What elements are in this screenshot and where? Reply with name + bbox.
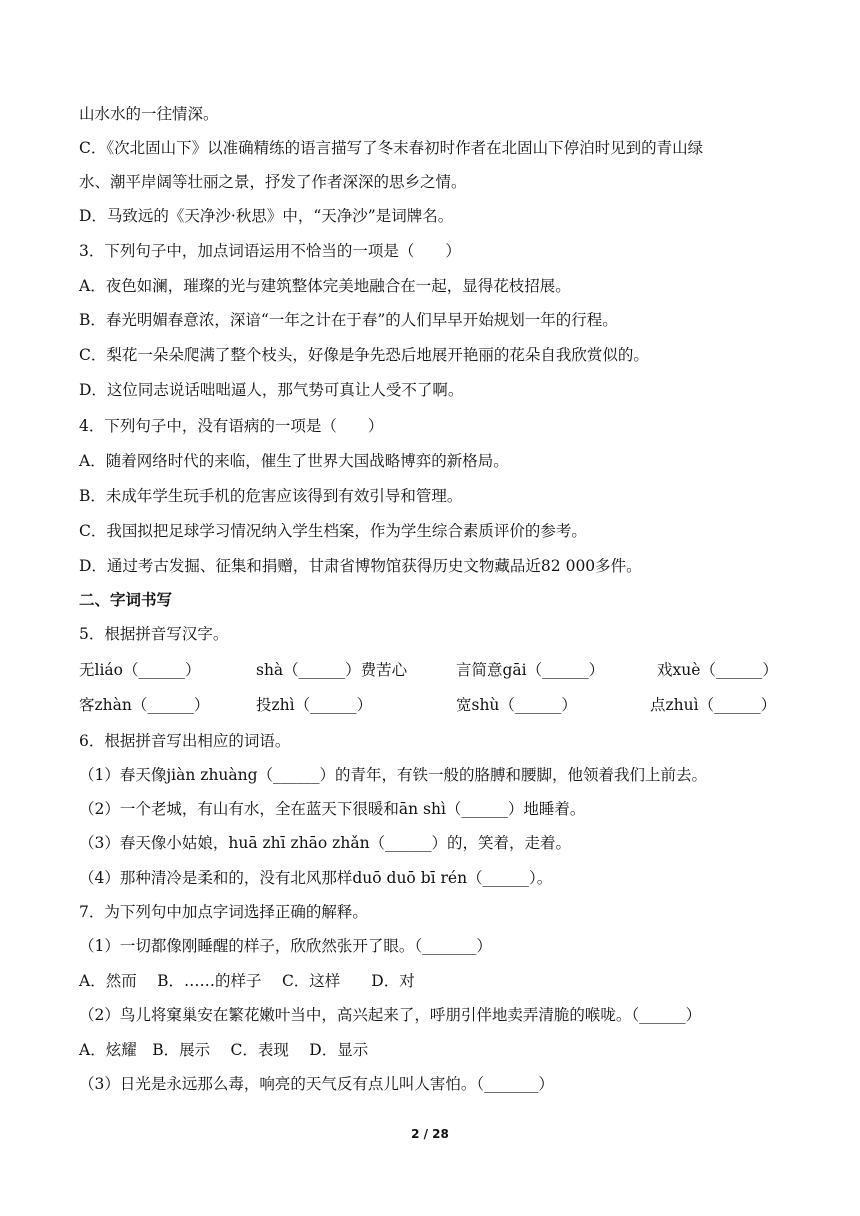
- option-a: A．夜色如澜，璀璨的光与建筑整体完美地融合在一起，显得花枝招展。: [79, 277, 571, 295]
- pinyin-item: 点zhuì（______）: [650, 696, 777, 714]
- question-5: 5．根据拼音写汉字。: [79, 625, 229, 643]
- pinyin-item: 戏xuè（______）: [657, 661, 778, 679]
- question-6: 6．根据拼音写出相应的词语。: [79, 732, 291, 750]
- question-4: 4．下列句子中，没有语病的一项是（ ）: [79, 417, 384, 435]
- pinyin-item: 投zhì（______）: [256, 696, 373, 714]
- sub-question: （3）日光是永远那么毒，响亮的天气反有点儿叫人害怕。（_______）: [79, 1075, 554, 1093]
- sub-question: （1）一切都像刚睡醒的样子，欣欣然张开了眼。（_______）: [79, 937, 492, 955]
- text-line: C．《次北固山下》以准确精练的语言描写了冬末春初时作者在北固山下停泊时见到的青山绿: [79, 139, 704, 157]
- option-b: B．未成年学生玩手机的危害应该得到有效引导和管理。: [79, 487, 463, 505]
- pinyin-item: 言简意gāi（______）: [456, 661, 605, 679]
- option-row: A．炫耀 B．展示 C．表现 D．显示: [79, 1041, 369, 1059]
- text-line: D．马致远的《天净沙·秋思》中，“天净沙”是词牌名。: [79, 207, 454, 225]
- question-7: 7．为下列句中加点字词选择正确的解释。: [79, 903, 368, 921]
- question-3: 3．下列句子中，加点词语运用不恰当的一项是（ ）: [79, 242, 461, 260]
- text-line: 山水水的一往情深。: [79, 105, 219, 123]
- pinyin-item: 客zhàn（______）: [79, 696, 210, 714]
- option-a: A．随着网络时代的来临，催生了世界大国战略博弈的新格局。: [79, 452, 509, 470]
- pinyin-item: shà（______）费苦心: [256, 661, 408, 679]
- sub-question: （2）鸟儿将窠巢安在繁花嫩叶当中，高兴起来了，呼朋引伴地卖弄清脆的喉咙。（______）: [79, 1006, 702, 1024]
- option-row: A．然而 B．……的样子 C．这样 D．对: [79, 972, 415, 990]
- option-d: D．这位同志说话咄咄逼人，那气势可真让人受不了啊。: [79, 381, 464, 399]
- option-c: C．我国拟把足球学习情况纳入学生档案，作为学生综合素质评价的参考。: [79, 522, 587, 540]
- pinyin-item: 宽shù（______）: [456, 696, 577, 714]
- page-number: 2 / 28: [411, 1127, 449, 1141]
- text-line: 水、潮平岸阔等壮丽之景，抒发了作者深深的思乡之情。: [79, 173, 467, 191]
- option-c: C．梨花一朵朵爬满了整个枝头，好像是争先恐后地展开艳丽的花朵自我欣赏似的。: [79, 346, 649, 364]
- sub-question: （1）春天像jiàn zhuàng（______）的青年，有铁一般的胳膊和腰脚，他领着我们上前去。: [79, 766, 708, 784]
- sub-question: （3）春天像小姑娘，huā zhī zhāo zhǎn（______）的，笑着，走着。: [79, 834, 572, 852]
- option-b: B．春光明媚春意浓，深谙“一年之计在于春”的人们早早开始规划一年的行程。: [79, 311, 618, 329]
- sub-question: （4）那种清冷是柔和的，没有北风那样duō duō bī rén（______）。: [79, 869, 553, 887]
- pinyin-item: 无liáo（______）: [79, 661, 201, 679]
- option-d: D．通过考古发掘、征集和捐赠，甘肃省博物馆获得历史文物藏品近82 000多件。: [79, 557, 642, 575]
- sub-question: （2）一个老城，有山有水，全在蓝天下很暖和ān shì（______）地睡着。: [79, 800, 586, 818]
- section-heading: 二、字词书写: [79, 590, 173, 609]
